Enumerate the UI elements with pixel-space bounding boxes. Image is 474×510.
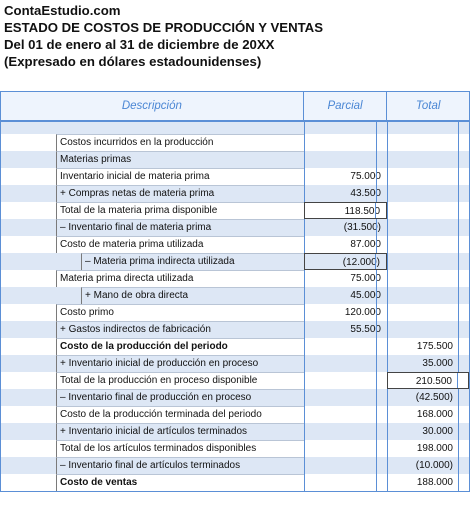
row-total-value: 175.500	[387, 338, 469, 355]
row-total-value	[387, 202, 469, 219]
table-row	[1, 457, 469, 474]
row-parcial-value	[304, 406, 387, 423]
row-description: – Inventario final de materia prima	[56, 219, 304, 236]
row-parcial-value: 75.000	[304, 168, 387, 185]
row-total-value	[387, 151, 469, 168]
row-total-value: (10.000)	[387, 457, 469, 474]
row-total-value	[387, 304, 469, 321]
table-row	[1, 423, 469, 440]
table-row	[1, 389, 469, 406]
column-header-parcial: Parcial	[303, 92, 387, 120]
table-row	[1, 338, 469, 355]
row-parcial-value	[304, 474, 387, 491]
row-parcial-value	[304, 355, 387, 372]
report-title: ESTADO DE COSTOS DE PRODUCCIÓN Y VENTAS	[4, 20, 323, 35]
row-parcial-value: 75.000	[304, 270, 387, 287]
row-description: Materia prima directa utilizada	[56, 270, 304, 287]
row-parcial-value: (12.000)	[304, 253, 387, 270]
row-parcial-value	[304, 151, 387, 168]
table-row	[1, 236, 469, 253]
row-parcial-value	[304, 457, 387, 474]
row-total-value	[387, 185, 469, 202]
column-header-descripcion: Descripción	[121, 100, 182, 112]
report-header	[4, 2, 323, 70]
row-total-value	[387, 253, 469, 270]
table-row	[1, 321, 469, 338]
row-total-value: 198.000	[387, 440, 469, 457]
row-parcial-value	[304, 134, 387, 151]
table-row	[1, 270, 469, 287]
table-row	[1, 440, 469, 457]
table-row	[1, 168, 469, 185]
table-row	[1, 474, 469, 491]
row-parcial-value	[304, 338, 387, 355]
table-row	[1, 253, 469, 270]
row-total-value	[387, 270, 469, 287]
table-row	[1, 355, 469, 372]
row-description: + Inventario inicial de producción en proceso	[56, 355, 304, 372]
table-row	[1, 151, 469, 168]
row-parcial-value	[304, 372, 387, 389]
column-header-total: Total	[386, 92, 469, 120]
table-row	[1, 304, 469, 321]
row-description: – Materia prima indirecta utilizada	[81, 253, 304, 270]
row-total-value	[387, 219, 469, 236]
table-row	[1, 202, 469, 219]
table-row	[1, 185, 469, 202]
row-parcial-value: 45.000	[304, 287, 387, 304]
row-description: Total de la producción en proceso disponible	[56, 372, 304, 389]
row-total-value: (42.500)	[387, 389, 469, 406]
row-total-value	[387, 236, 469, 253]
row-description: Costo de la producción del periodo	[56, 338, 304, 355]
report-period: Del 01 de enero al 31 de diciembre de 20XX	[4, 37, 275, 52]
row-description: + Inventario inicial de artículos terminados	[56, 423, 304, 440]
report-currency-note: (Expresado en dólares estadounidenses)	[4, 54, 262, 69]
row-parcial-value: 118.500	[304, 202, 387, 219]
row-description: Costo de la producción terminada del periodo	[56, 406, 304, 423]
row-description: + Compras netas de materia prima	[56, 185, 304, 202]
row-total-value	[387, 168, 469, 185]
row-parcial-value: 43.500	[304, 185, 387, 202]
row-total-value: 188.000	[387, 474, 469, 491]
row-total-value: 30.000	[387, 423, 469, 440]
row-description: – Inventario final de producción en proceso	[56, 389, 304, 406]
row-description: Materias primas	[56, 151, 304, 168]
row-description: Inventario inicial de materia prima	[56, 168, 304, 185]
row-total-value	[387, 134, 469, 151]
row-parcial-value: 87.000	[304, 236, 387, 253]
row-parcial-value	[304, 440, 387, 457]
row-total-value	[387, 321, 469, 338]
row-description: Total de los artículos terminados disponibles	[56, 440, 304, 457]
row-description: Total de la materia prima disponible	[56, 202, 304, 219]
site-name: ContaEstudio.com	[4, 3, 121, 18]
table-row	[1, 219, 469, 236]
row-parcial-value: (31.500)	[304, 219, 387, 236]
table-header-row	[1, 92, 469, 122]
table-body	[1, 134, 469, 491]
table-row	[1, 406, 469, 423]
row-parcial-value	[304, 389, 387, 406]
table-row	[1, 134, 469, 151]
row-description: + Mano de obra directa	[81, 287, 304, 304]
row-description: Costo primo	[56, 304, 304, 321]
row-parcial-value: 55.500	[304, 321, 387, 338]
row-description: Costos incurridos en la producción	[56, 134, 304, 151]
row-total-value: 168.000	[387, 406, 469, 423]
row-description: + Gastos indirectos de fabricación	[56, 321, 304, 338]
row-description: – Inventario final de artículos terminados	[56, 457, 304, 474]
table-spacer-row	[1, 122, 469, 134]
row-description: Costo de ventas	[56, 474, 304, 491]
table-row	[1, 287, 469, 304]
cost-statement-table	[0, 91, 470, 492]
row-total-value	[387, 287, 469, 304]
row-description: Costo de materia prima utilizada	[56, 236, 304, 253]
table-row	[1, 372, 469, 389]
row-parcial-value: 120.000	[304, 304, 387, 321]
row-total-value: 35.000	[387, 355, 469, 372]
row-parcial-value	[304, 423, 387, 440]
row-total-value: 210.500	[387, 372, 469, 389]
